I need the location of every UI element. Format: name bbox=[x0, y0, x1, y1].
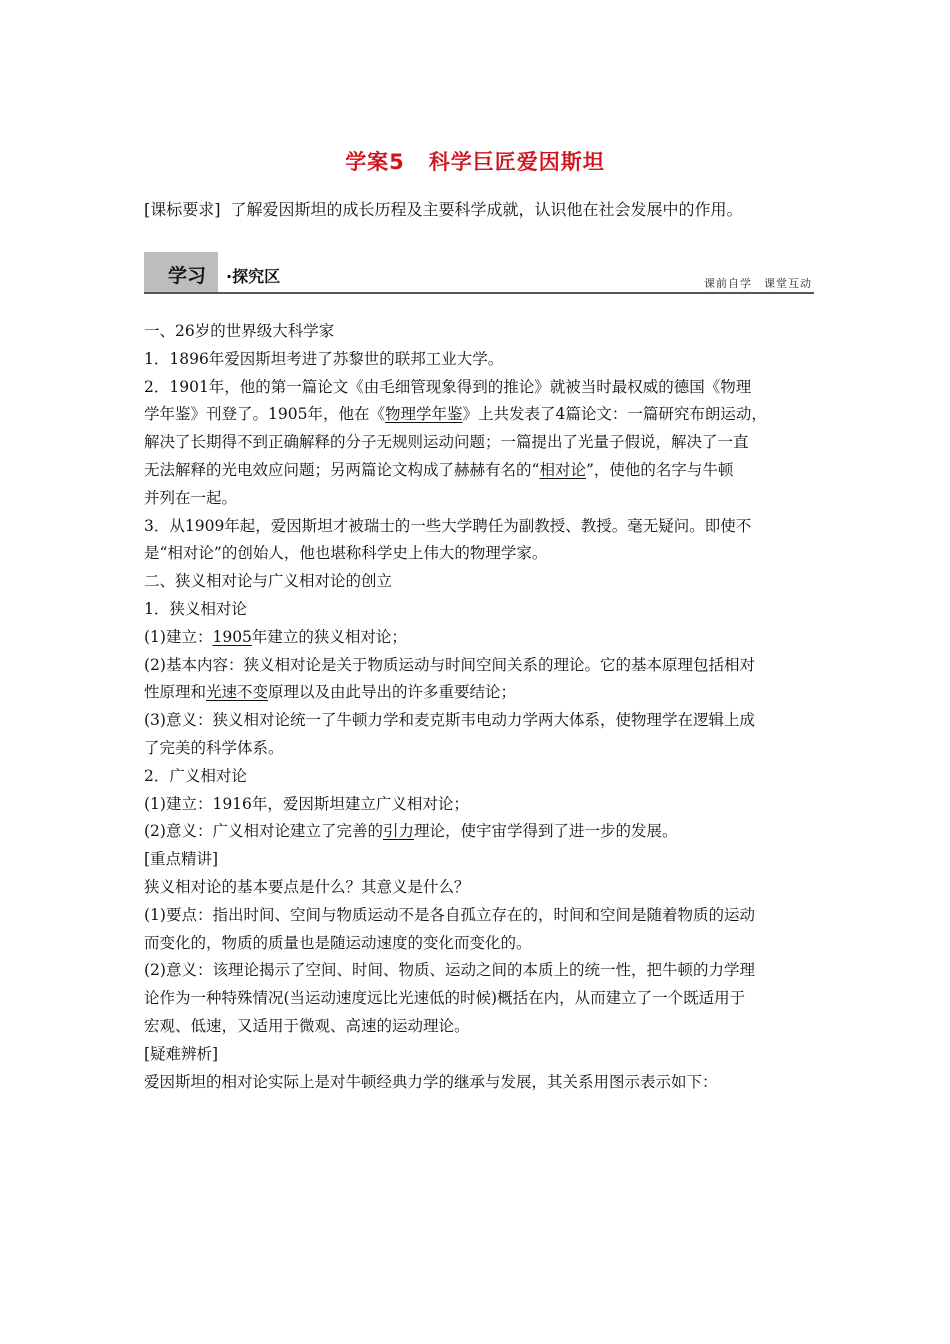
underlined-term: 物理学年鉴 bbox=[384, 405, 463, 424]
paragraph-line: (2)意义：该理论揭示了空间、时间、物质、运动之间的本质上的统一性，把牛顿的力学理 bbox=[144, 961, 755, 980]
paragraph-line bbox=[144, 818, 814, 846]
text-span: 无法解释的光电效应问题；另两篇论文构成了赫赫有名的“ bbox=[144, 460, 540, 479]
section-label: [疑难辨析] bbox=[144, 1044, 219, 1063]
banner-sub-label: ·探究区 bbox=[226, 267, 281, 286]
banner-self-study: 课前自学 bbox=[704, 277, 752, 290]
paragraph-line: 2．1901年，他的第一篇论文《由毛细管现象得到的推论》就被当时最权威的德国《物理 bbox=[144, 377, 752, 396]
paragraph-line: 并列在一起。 bbox=[144, 488, 238, 507]
paragraph-line: (2)基本内容：狭义相对论是关于物质运动与时间空间关系的理论。它的基本原理包括相对 bbox=[144, 655, 755, 674]
paragraph-line: 1．1896年爱因斯坦考进了苏黎世的联邦工业大学。 bbox=[144, 349, 504, 368]
text-span: (2)意义：广义相对论建立了完善的 bbox=[144, 822, 383, 841]
subsection-heading: 1．狭义相对论 bbox=[144, 599, 247, 618]
text-span: 年建立的狭义相对论； bbox=[251, 627, 407, 646]
lesson-number: 学案5 bbox=[345, 150, 405, 174]
section-heading: 一、26岁的世界级大科学家 bbox=[144, 322, 335, 340]
paragraph-line: (1)要点：指出时间、空间与物质运动不是各自孤立存在的，时间和空间是随着物质的运动 bbox=[144, 905, 755, 924]
paragraph-line: 3．从1909年起，爱因斯坦才被瑞士的一些大学聘任为副教授、教授。毫无疑问。即使不 bbox=[144, 516, 752, 535]
paragraph-line bbox=[144, 679, 814, 707]
curriculum-requirement bbox=[144, 199, 824, 221]
text-span: 性原理和 bbox=[144, 683, 207, 702]
text-span: 学年鉴》刊登了。1905年，他在《 bbox=[144, 405, 385, 424]
underlined-term: 光速不变 bbox=[206, 683, 269, 702]
paragraph-line: 是“相对论”的创始人，他也堪称科学史上伟大的物理学家。 bbox=[144, 544, 548, 563]
underlined-term: 1905 bbox=[212, 627, 252, 646]
paragraph-line: 爱因斯坦的相对论实际上是对牛顿经典力学的继承与发展，其关系用图示表示如下： bbox=[144, 1072, 718, 1091]
paragraph-line: 了完美的科学体系。 bbox=[144, 738, 284, 757]
section-heading: 二、狭义相对论与广义相对论的创立 bbox=[144, 572, 393, 591]
text-span: ”，使他的名字与牛顿 bbox=[585, 460, 734, 479]
paragraph-line: (3)意义：狭义相对论统一了牛顿力学和麦克斯韦电动力学两大体系，使物理学在逻辑上成 bbox=[144, 711, 755, 730]
requirement-tag: [课标要求] bbox=[144, 200, 221, 219]
paragraph-line bbox=[144, 401, 814, 429]
underlined-term: 引力 bbox=[382, 822, 414, 841]
banner-main-label: 学习 bbox=[168, 265, 207, 287]
subsection-heading: 2．广义相对论 bbox=[144, 766, 247, 785]
paragraph-line: 解决了长期得不到正确解释的分子无规则运动问题；一篇提出了光量子假说，解决了一直 bbox=[144, 433, 749, 452]
banner-interaction: 课堂互动 bbox=[764, 277, 812, 290]
paragraph-line: 论作为一种特殊情况(当运动速度远比光速低的时候)概括在内，从而建立了一个既适用于 bbox=[144, 989, 746, 1008]
text-span: 原理以及由此导出的许多重要结论； bbox=[268, 683, 517, 702]
section-banner bbox=[144, 252, 814, 294]
requirement-text: 了解爱因斯坦的成长历程及主要科学成就，认识他在社会发展中的作用。 bbox=[230, 200, 743, 219]
banner-rule bbox=[144, 292, 814, 294]
lesson-title: 科学巨匠爱因斯坦 bbox=[428, 150, 605, 174]
paragraph-line bbox=[144, 624, 814, 652]
underlined-term: 相对论 bbox=[539, 460, 586, 479]
content-body bbox=[144, 318, 814, 1096]
paragraph-line: 狭义相对论的基本要点是什么？其意义是什么？ bbox=[144, 877, 470, 896]
paragraph-line: (1)建立：1916年，爱因斯坦建立广义相对论； bbox=[144, 794, 469, 813]
section-label: [重点精讲] bbox=[144, 850, 219, 869]
banner-right-labels bbox=[704, 275, 812, 291]
text-span: 》上共发表了4篇论文：一篇研究布朗运动， bbox=[462, 405, 767, 424]
paragraph-line bbox=[144, 457, 814, 485]
page-title bbox=[0, 146, 950, 176]
text-span: (1)建立： bbox=[144, 627, 213, 646]
text-span: 理论，使宇宙学得到了进一步的发展。 bbox=[413, 822, 678, 841]
paragraph-line: 而变化的，物质的质量也是随运动速度的变化而变化的。 bbox=[144, 933, 532, 952]
paragraph-line: 宏观、低速，又适用于微观、高速的运动理论。 bbox=[144, 1016, 470, 1035]
